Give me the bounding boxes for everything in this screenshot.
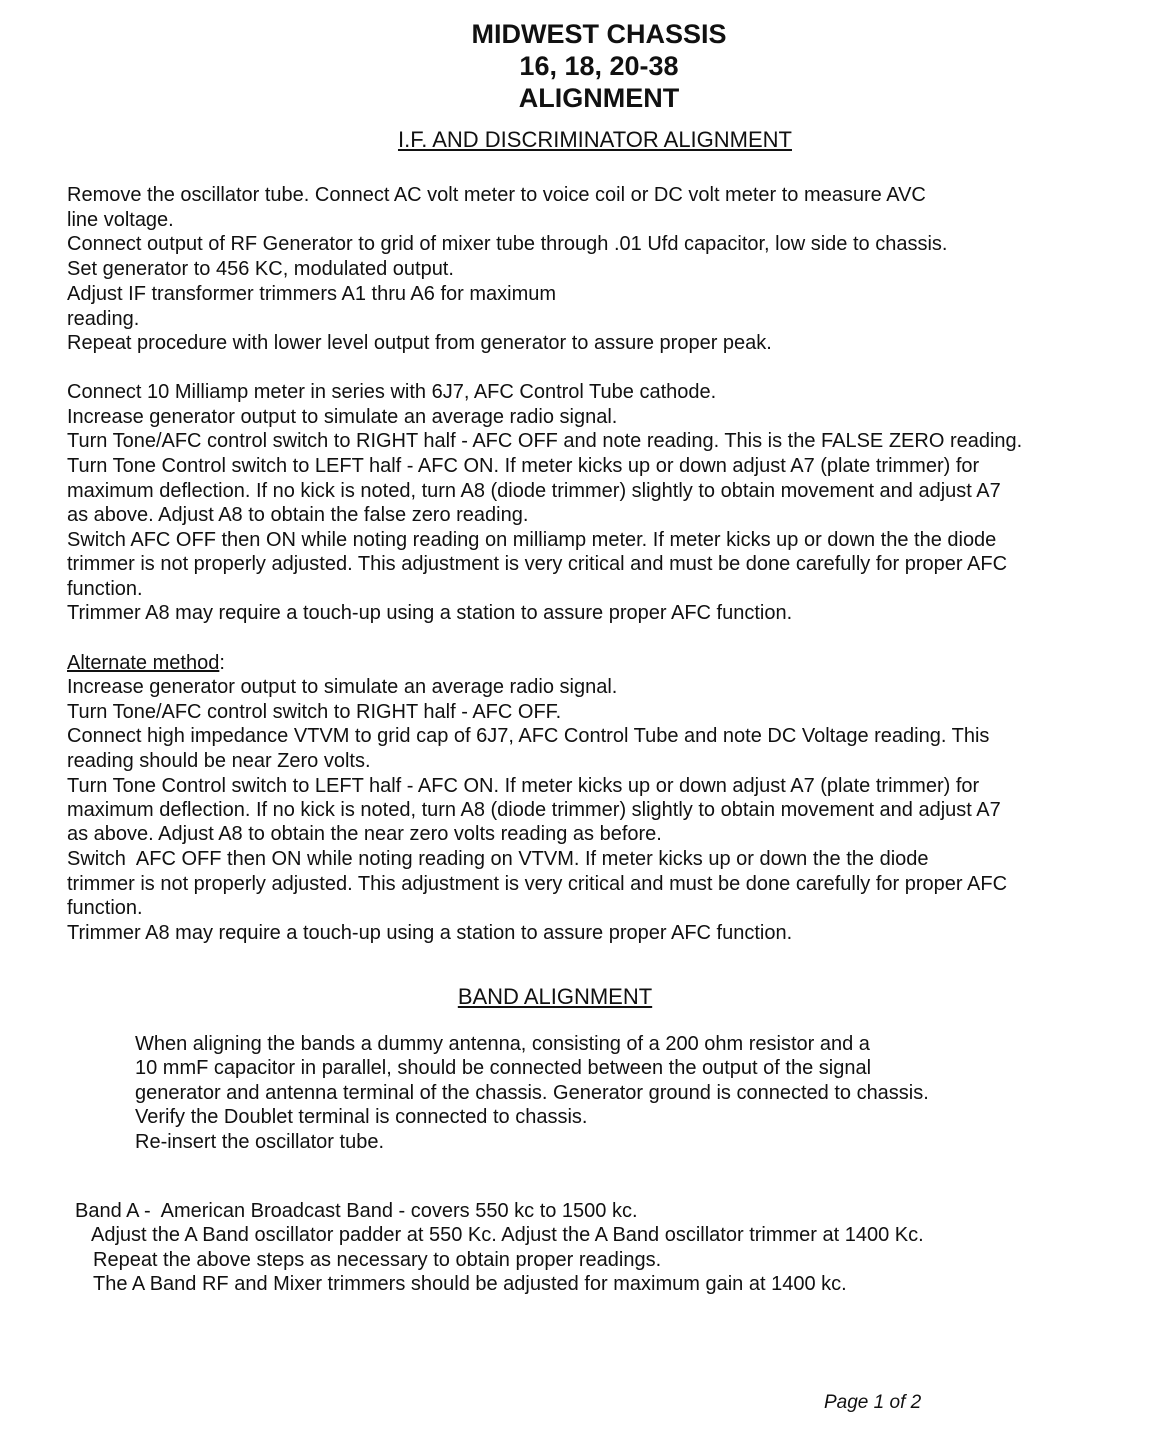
if-line: Turn Tone/AFC control switch to RIGHT half - AFC OFF and note reading. This is the FALSE ZERO reading. [67,430,1023,452]
document-title-line-1: MIDWEST CHASSIS [471,19,727,49]
if-line: reading. [67,308,140,330]
band-alignment-heading: BAND ALIGNMENT [457,984,653,1009]
if-line: Turn Tone Control switch to LEFT half - AFC ON. If meter kicks up or down adjust A7 (plate trimmer) for [67,455,980,477]
if-line: function. [67,578,143,600]
alternate-line: Turn Tone/AFC control switch to RIGHT half - AFC OFF. [67,701,562,723]
if-line: Connect 10 Milliamp meter in series with 6J7, AFC Control Tube cathode. [67,381,717,403]
alternate-line: as above. Adjust A8 to obtain the near zero volts reading as before. [67,823,662,845]
if-line: Repeat procedure with lower level output from generator to assure proper peak. [67,332,772,354]
band-a-line: Adjust the A Band oscillator padder at 550 Kc. Adjust the A Band oscillator trimmer at 1400 Kc. [91,1224,924,1246]
band-a-line: Repeat the above steps as necessary to obtain proper readings. [93,1249,662,1271]
alternate-line: Trimmer A8 may require a touch-up using a station to assure proper AFC function. [67,922,793,944]
alternate-line: Turn Tone Control switch to LEFT half - AFC ON. If meter kicks up or down adjust A7 (plate trimmer) for [67,775,980,797]
band-intro-line: When aligning the bands a dummy antenna, consisting of a 200 ohm resistor and a [135,1033,870,1055]
band-intro-line: generator and antenna terminal of the chassis. Generator ground is connected to chassis. [135,1082,929,1104]
band-a-title: Band A - American Broadcast Band - covers 550 kc to 1500 kc. [75,1200,638,1222]
alternate-line: maximum deflection. If no kick is noted, turn A8 (diode trimmer) slightly to obtain movement and adjust A7 [67,799,1001,821]
if-line: Remove the oscillator tube. Connect AC volt meter to voice coil or DC volt meter to measure AVC [67,184,926,206]
alternate-line: Switch AFC OFF then ON while noting reading on VTVM. If meter kicks up or down the the diode [67,848,929,870]
alternate-line: Increase generator output to simulate an average radio signal. [67,676,618,698]
if-line: Connect output of RF Generator to grid of mixer tube through .01 Ufd capacitor, low side to chassis. [67,233,948,255]
page-number: Page 1 of 2 [824,1392,922,1413]
if-line: Adjust IF transformer trimmers A1 thru A6 for maximum [67,283,557,305]
if-line: Trimmer A8 may require a touch-up using a station to assure proper AFC function. [67,602,793,624]
if-line: Switch AFC OFF then ON while noting reading on milliamp meter. If meter kicks up or down the the diode [67,529,997,551]
band-intro-line: Verify the Doublet terminal is connected to chassis. [135,1106,588,1128]
alternate-method-heading [67,651,225,675]
alternate-line: reading should be near Zero volts. [67,750,371,772]
document-title-line-3: ALIGNMENT [518,83,680,113]
if-line: line voltage. [67,209,174,231]
band-intro-line: 10 mmF capacitor in parallel, should be connected between the output of the signal [135,1057,872,1079]
alternate-line: function. [67,897,143,919]
if-line: Set generator to 456 KC, modulated output. [67,258,454,280]
band-a-line: The A Band RF and Mixer trimmers should be adjusted for maximum gain at 1400 kc. [93,1273,847,1295]
if-line: maximum deflection. If no kick is noted, turn A8 (diode trimmer) slightly to obtain movement and adjust A7 [67,480,1001,502]
if-line: trimmer is not properly adjusted. This adjustment is very critical and must be done carefully for proper AFC [67,553,1008,575]
if-discriminator-heading: I.F. AND DISCRIMINATOR ALIGNMENT [397,127,792,152]
if-line: Increase generator output to simulate an average radio signal. [67,406,618,428]
alternate-line: Connect high impedance VTVM to grid cap of 6J7, AFC Control Tube and note DC Voltage reading. This [67,725,990,747]
alternate-method-label: Alternate method [67,652,220,674]
if-line: as above. Adjust A8 to obtain the false zero reading. [67,504,529,526]
band-intro-line: Re-insert the oscillator tube. [135,1131,385,1153]
alternate-line: trimmer is not properly adjusted. This adjustment is very critical and must be done carefully for proper AFC [67,873,1008,895]
document-title-line-2: 16, 18, 20-38 [519,51,679,81]
alternate-method-colon: : [219,652,225,674]
